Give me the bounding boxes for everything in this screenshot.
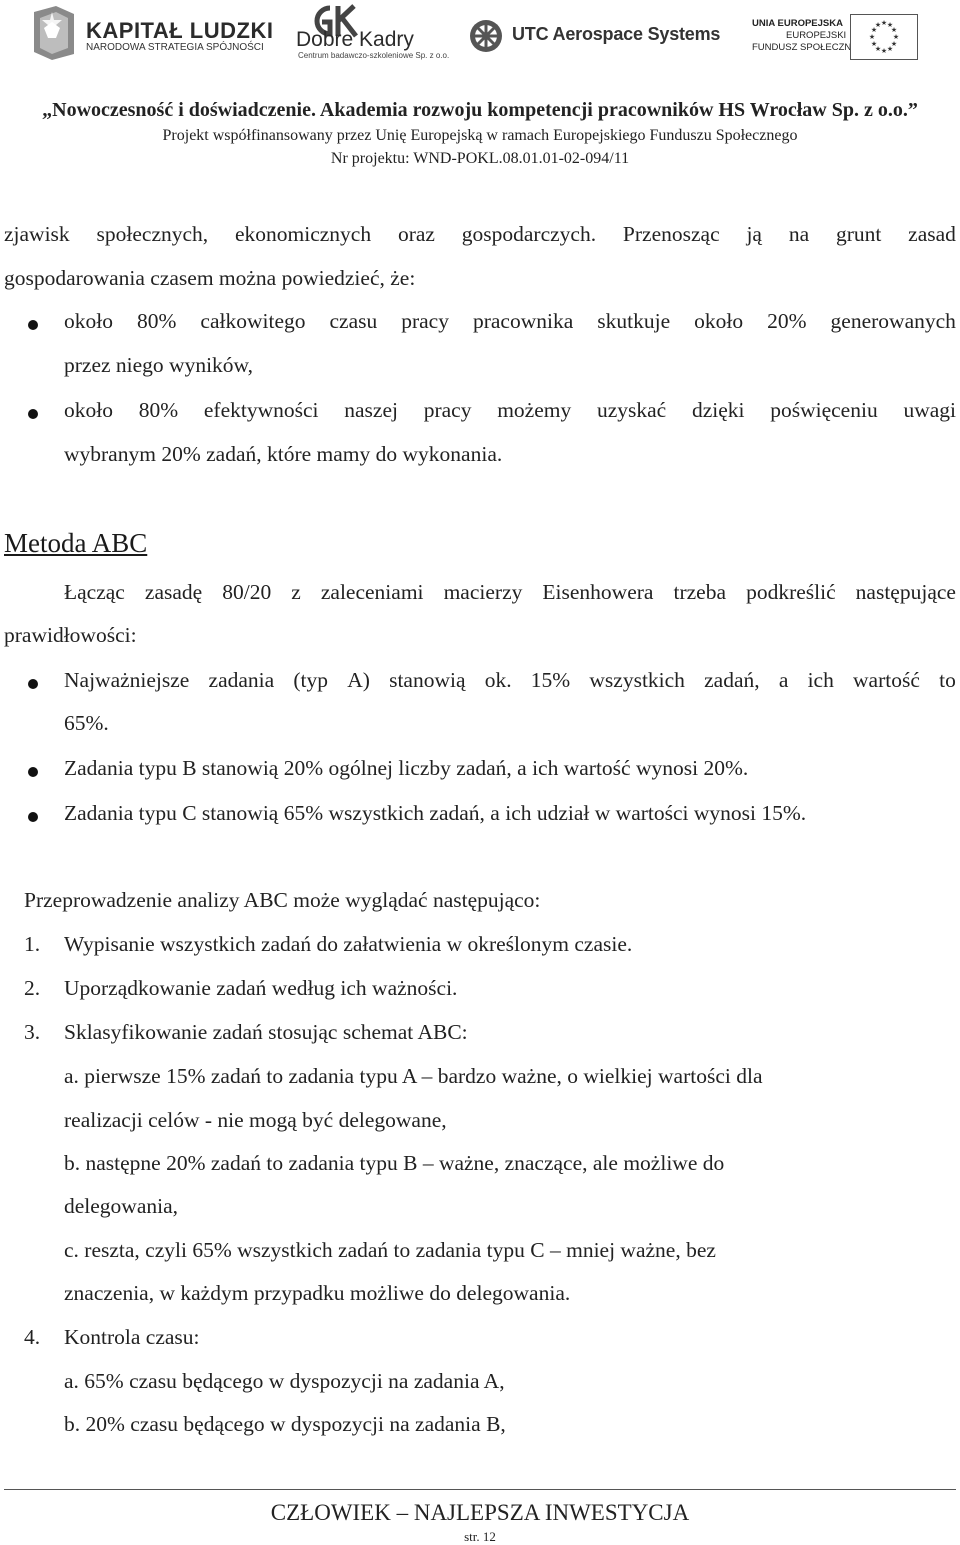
- word: zasadę: [144, 580, 203, 604]
- intro-line-1: [4, 222, 956, 247]
- utc-name: UTC Aerospace Systems: [512, 24, 721, 44]
- word: (typ: [293, 668, 329, 692]
- word: gospodarczych.: [461, 222, 597, 246]
- word: ją: [746, 222, 762, 246]
- word: ok.: [484, 668, 512, 692]
- word: czasu: [329, 309, 378, 333]
- word: stanowią: [389, 668, 466, 692]
- word: 80%: [138, 398, 179, 422]
- word: wartość: [853, 668, 920, 692]
- svg-text:★: ★: [868, 33, 876, 41]
- word: poświęceniu: [770, 398, 878, 422]
- eu-line3: FUNDUSZ SPOŁECZNY: [752, 42, 858, 53]
- section-heading: Metoda ABC: [4, 528, 148, 558]
- svg-text:★: ★: [870, 40, 878, 48]
- word: 15%: [530, 668, 571, 692]
- word: podkreślić: [746, 580, 836, 604]
- utc-turbine-icon: [468, 18, 504, 54]
- word: Eisenhowera: [542, 580, 654, 604]
- step3-sub-a-line-1: a. pierwsze 15% zadań to zadania typu A – bardzo ważne, o wielkiej wartości dla: [64, 1064, 763, 1088]
- project-number: Nr projektu: WND-POKL.08.01.01-02-094/11: [330, 150, 630, 167]
- word: około: [64, 309, 113, 333]
- eu-line1: UNIA EUROPEJSKA: [752, 18, 843, 29]
- bullet1-line-2: przez niego wyników,: [64, 353, 254, 377]
- word: macierzy: [443, 580, 523, 604]
- word: pracy: [401, 309, 449, 333]
- page-number: str. 12: [464, 1529, 496, 1544]
- svg-text:★: ★: [886, 45, 894, 53]
- step-text: Wypisanie wszystkich zadań do załatwienia w określonym czasie.: [64, 932, 633, 956]
- svg-text:★: ★: [890, 40, 898, 48]
- svg-text:★: ★: [880, 19, 888, 27]
- word: trzeba: [673, 580, 727, 604]
- bullet2-line-1: [64, 398, 956, 423]
- word: następujące: [855, 580, 956, 604]
- footer-divider: [4, 1489, 956, 1490]
- word: na: [788, 222, 810, 246]
- svg-text:★: ★: [890, 26, 898, 34]
- bullet1-line-1: [64, 309, 956, 334]
- word: około: [64, 398, 113, 422]
- word: A): [347, 668, 370, 692]
- word: zadania: [208, 668, 275, 692]
- footer-slogan: CZŁOWIEK – NAJLEPSZA INWESTYCJA: [270, 1500, 690, 1525]
- step3-sub-b-line-1: b. następne 20% zadań to zadania typu B – ważne, znaczące, ale możliwe do: [64, 1151, 725, 1175]
- word: ich: [807, 668, 834, 692]
- svg-text:★: ★: [874, 45, 882, 53]
- bullet-icon: [28, 812, 38, 822]
- svg-text:★: ★: [892, 33, 900, 41]
- abc-bullet1-line-2: 65%.: [64, 711, 109, 735]
- word: Łącząc: [64, 580, 125, 604]
- step4-sub-a: a. 65% czasu będącego w dyspozycji na zadania A,: [64, 1369, 505, 1393]
- step4-sub-b: b. 20% czasu będącego w dyspozycji na zadania B,: [64, 1412, 506, 1436]
- abc-bullet3: Zadania typu C stanowią 65% wszystkich zadań, a ich udział w wartości wynosi 15%.: [64, 801, 807, 825]
- word: 20%: [767, 309, 807, 333]
- word: uzyskać: [596, 398, 667, 422]
- word: skutkuje: [597, 309, 671, 333]
- word: uwagi: [903, 398, 956, 422]
- svg-text:★: ★: [874, 21, 882, 29]
- eu-text: [752, 18, 858, 54]
- svg-text:★: ★: [870, 26, 878, 34]
- word: a: [778, 668, 789, 692]
- dobre-kadry-subtitle: Centrum badawczo-szkoleniowe Sp. z o.o.: [298, 51, 450, 60]
- kapital-ludzki-name: KAPITAŁ LUDZKI: [86, 18, 274, 43]
- step3-sub-c-line-2: znaczenia, w każdym przypadku możliwe do delegowania.: [64, 1281, 571, 1305]
- word: pracy: [423, 398, 472, 422]
- word: pracownika: [472, 309, 574, 333]
- bullet-icon: [28, 767, 38, 777]
- word: 80/20: [222, 580, 272, 604]
- word: zjawisk: [4, 222, 70, 246]
- word: dzięki: [691, 398, 745, 422]
- word: ekonomicznych: [234, 222, 372, 246]
- abc-bullet2: Zadania typu B stanowią 20% ogólnej liczby zadań, a ich wartość wynosi 20%.: [64, 756, 749, 780]
- step3-sub-c-line-1: c. reszta, czyli 65% wszystkich zadań to zadania typu C – mniej ważne, bez: [64, 1238, 716, 1262]
- step-number: 3.: [24, 1020, 41, 1044]
- dobre-kadry-name: Dobre Kadry: [296, 28, 414, 51]
- kapital-ludzki-emblem-icon: [30, 4, 78, 62]
- word: naszej: [344, 398, 398, 422]
- bullet-icon: [28, 409, 38, 419]
- step-text: Kontrola czasu:: [64, 1325, 200, 1349]
- word: zadań,: [704, 668, 760, 692]
- word: efektywności: [203, 398, 319, 422]
- svg-text:★: ★: [880, 47, 888, 55]
- step-number: 1.: [24, 932, 41, 956]
- step3-sub-a-line-2: realizacji celów - nie mogą być delegowane,: [64, 1108, 447, 1132]
- bullet-icon: [28, 320, 38, 330]
- word: grunt: [835, 222, 882, 246]
- step3-sub-b-line-2: delegowania,: [64, 1194, 179, 1218]
- word: społecznych,: [96, 222, 209, 246]
- word: około: [694, 309, 744, 333]
- word: 80%: [136, 309, 177, 333]
- word: całkowitego: [200, 309, 306, 333]
- word: generowanych: [830, 309, 956, 333]
- step-number: 4.: [24, 1325, 41, 1349]
- word: oraz: [397, 222, 435, 246]
- bullet2-line-2: wybranym 20% zadań, które mamy do wykonania.: [64, 442, 503, 466]
- word: możemy: [497, 398, 572, 422]
- abc-intro-line-2: prawidłowości:: [4, 623, 137, 647]
- svg-text:★: ★: [886, 21, 894, 29]
- word: to: [939, 668, 956, 692]
- analysis-intro: Przeprowadzenie analizy ABC może wyglądać następująco:: [24, 888, 541, 912]
- word: z: [291, 580, 301, 604]
- eu-flag-icon: [850, 14, 918, 60]
- step-text: Sklasyfikowanie zadań stosując schemat ABC:: [64, 1020, 468, 1044]
- eu-line2: EUROPEJSKI: [786, 30, 847, 41]
- word: zasad: [908, 222, 956, 246]
- abc-intro-line-1: [64, 580, 956, 605]
- project-title: „Nowoczesność i doświadczenie. Akademia rozwoju kompetencji pracowników HS Wrocław Sp. z o.o.”: [42, 99, 918, 121]
- step-text: Uporządkowanie zadań według ich ważności.: [64, 976, 458, 1000]
- word: wszystkich: [589, 668, 685, 692]
- word: zaleceniami: [320, 580, 424, 604]
- word: Najważniejsze: [64, 668, 190, 692]
- project-cofinance: Projekt współfinansowany przez Unię Europejską w ramach Europejskiego Funduszu Społecznego: [162, 127, 798, 144]
- step-number: 2.: [24, 976, 41, 1000]
- kapital-ludzki-subtitle: NARODOWA STRATEGIA SPÓJNOŚCI: [86, 42, 264, 53]
- word: Przenosząc: [622, 222, 720, 246]
- abc-bullet1-line-1: [64, 668, 956, 693]
- intro-line-2: gospodarowania czasem można powiedzieć, że:: [4, 266, 416, 290]
- bullet-icon: [28, 679, 38, 689]
